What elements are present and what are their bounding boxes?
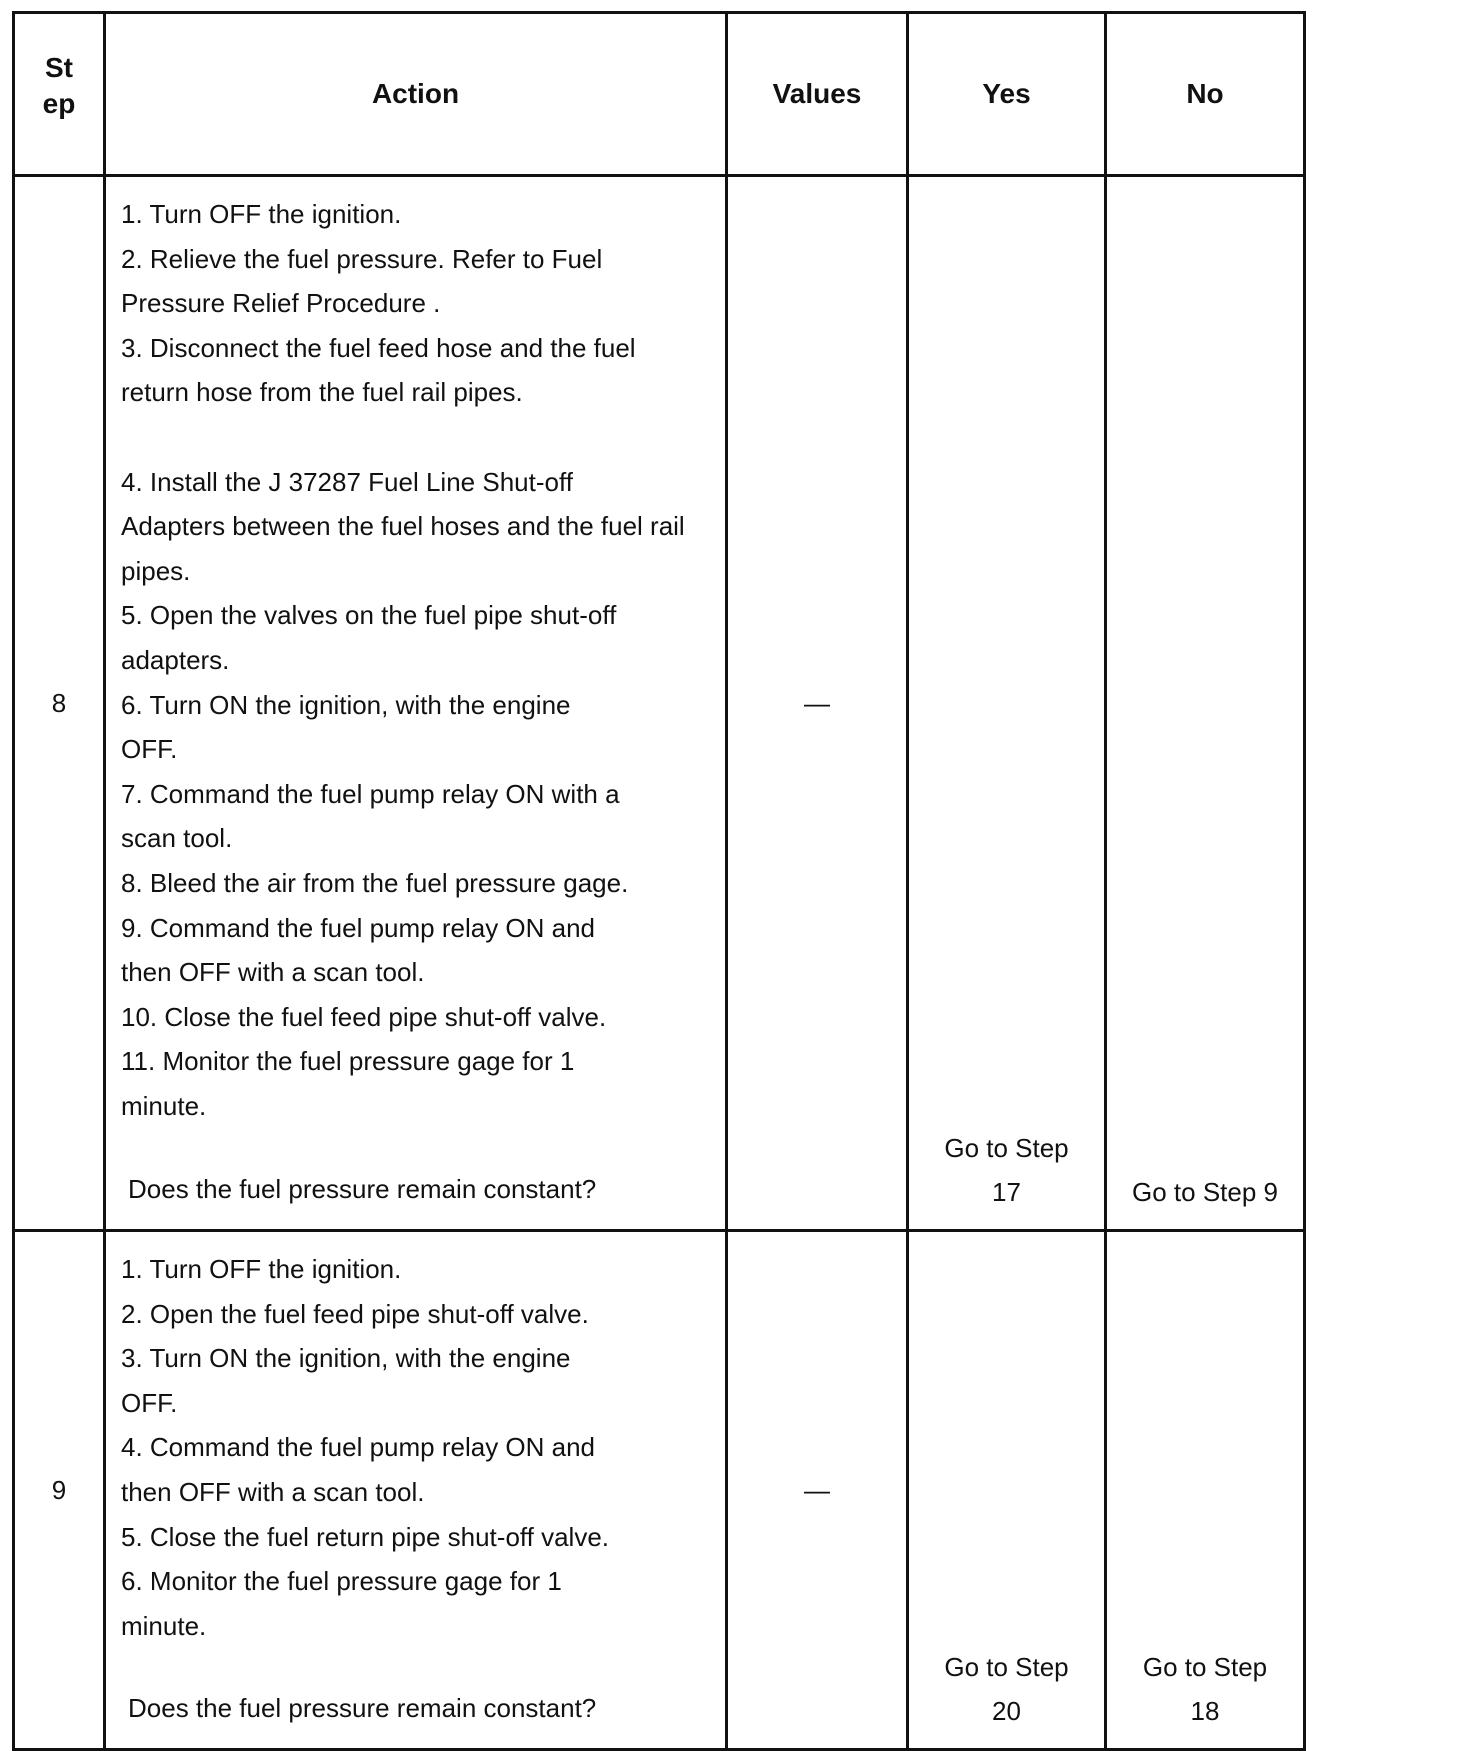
no-cell — [1106, 1231, 1305, 1750]
action-line: 1. Turn OFF the ignition. — [121, 199, 402, 229]
header-step-line: ep — [42, 88, 76, 119]
header-yes: Yes — [908, 13, 1106, 176]
action-line: 4. Command the fuel pump relay ON and — [121, 1432, 596, 1463]
action-line: 4. Install the J 37287 Fuel Line Shut-off — [121, 466, 573, 497]
yes-line-2: 17 — [992, 1177, 1021, 1208]
action-line: scan tool. — [121, 823, 233, 854]
action-line: 8. Bleed the air from the fuel pressure gage. — [121, 867, 629, 898]
yes-cell — [908, 176, 1106, 1231]
header-step — [14, 13, 105, 176]
action-line: 5. Close the fuel return pipe shut-off valve. — [121, 1521, 610, 1552]
header-action: Action — [105, 13, 727, 176]
action-line: OFF. — [121, 1387, 178, 1418]
step-number: 8 — [14, 176, 105, 1231]
action-line: minute. — [121, 1610, 207, 1641]
action-line: minute. — [121, 1090, 207, 1121]
action-line: 1. Turn OFF the ignition. — [121, 1254, 402, 1284]
table-row-step-9 — [14, 1231, 1305, 1750]
action-line: pipes. — [121, 555, 191, 586]
action-line: 3. Turn ON the ignition, with the engine — [121, 1343, 571, 1374]
no-line-1: Go to Step — [1142, 1651, 1268, 1682]
yes-line-2: 20 — [992, 1696, 1021, 1727]
value-cell: — — [727, 1231, 908, 1750]
yes-cell — [908, 1231, 1106, 1750]
action-line: OFF. — [121, 734, 178, 765]
action-cell — [105, 1231, 727, 1750]
header-row — [14, 13, 1305, 176]
action-line — [121, 415, 725, 460]
action-list — [106, 177, 725, 1128]
action-line: 2. Open the fuel feed pipe shut-off valve. — [121, 1298, 589, 1329]
yes-line-1: Go to Step — [944, 1651, 1069, 1682]
no-line-2: 18 — [1190, 1696, 1220, 1727]
step-number: 9 — [14, 1231, 105, 1750]
action-cell — [105, 176, 727, 1231]
yes-line-1: Go to Step — [944, 1132, 1069, 1163]
action-line: 6. Turn ON the ignition, with the engine — [121, 689, 571, 720]
action-line: then OFF with a scan tool. — [121, 957, 425, 988]
action-line: 3. Disconnect the fuel feed hose and the fuel — [121, 332, 636, 363]
action-list — [106, 1232, 725, 1648]
header-step-label — [15, 50, 103, 122]
action-line: Adapters between the fuel hoses and the fuel rail — [121, 511, 685, 542]
action-line: then OFF with a scan tool. — [121, 1476, 425, 1507]
action-line: 5. Open the valves on the fuel pipe shut-off — [121, 600, 617, 631]
no-cell — [1106, 176, 1305, 1231]
action-line: 11. Monitor the fuel pressure gage for 1 — [121, 1046, 575, 1077]
question-text: Does the fuel pressure remain constant? — [128, 1693, 597, 1723]
header-no: No — [1106, 13, 1305, 176]
action-line: 9. Command the fuel pump relay ON and — [121, 912, 596, 943]
action-line: 7. Command the fuel pump relay ON with a — [121, 778, 620, 809]
question-text: Does the fuel pressure remain constant? — [128, 1174, 597, 1204]
header-step-line: St — [45, 52, 73, 83]
action-line: adapters. — [121, 644, 230, 675]
action-line: 10. Close the fuel feed pipe shut-off valve. — [121, 1001, 607, 1032]
action-line: Pressure Relief Procedure . — [121, 288, 441, 319]
table-row-step-8 — [14, 176, 1305, 1231]
diagnostic-table — [12, 11, 1306, 1751]
no-line-1: Go to Step 9 — [1132, 1177, 1278, 1208]
header-values: Values — [727, 13, 908, 176]
action-line: 6. Monitor the fuel pressure gage for 1 — [121, 1566, 562, 1597]
action-line: 2. Relieve the fuel pressure. Refer to Fuel — [121, 243, 603, 274]
action-line: return hose from the fuel rail pipes. — [121, 377, 523, 408]
value-cell: — — [727, 176, 908, 1231]
